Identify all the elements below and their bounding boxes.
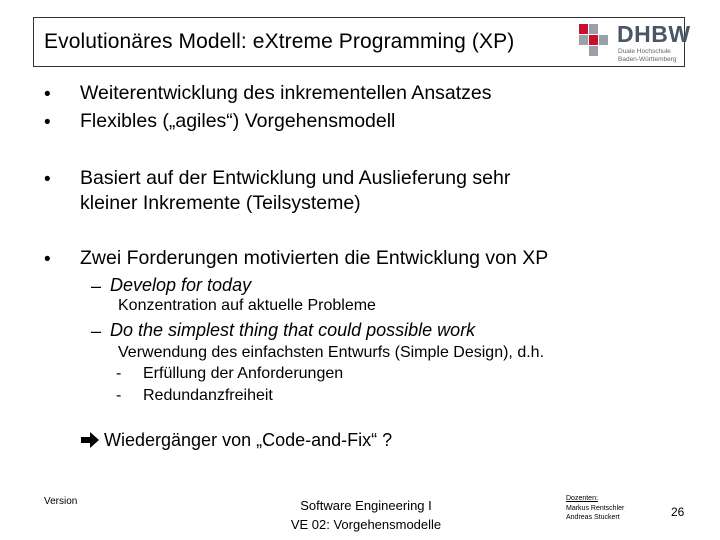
footer-lecturers-label: Dozenten: <box>566 495 598 502</box>
bullet-text-3: Basiert auf der Entwicklung und Auslieferung sehr <box>80 167 511 189</box>
dash-marker: – <box>91 276 102 296</box>
bullet-text-3-continued: kleiner Inkremente (Teilsysteme) <box>80 192 361 214</box>
logo-subtext-2: Baden-Württemberg <box>618 56 677 63</box>
hyphen-marker: - <box>116 387 122 404</box>
footer-course <box>266 496 466 534</box>
logo-subtext-1: Duale Hochschule <box>618 48 671 55</box>
sub-item-2-detail: Verwendung des einfachsten Entwurfs (Simple Design), d.h. <box>118 344 545 361</box>
arrow-right-icon <box>80 431 100 449</box>
bullet-marker: • <box>44 169 51 190</box>
bullet-text-2: Flexibles („agiles“) Vorgehensmodell <box>80 110 396 132</box>
sub-item-2-point-2: Redundanzfreiheit <box>143 387 273 404</box>
bullet-text-4: Zwei Forderungen motivierten die Entwicklung von XP <box>80 247 549 269</box>
footer-course-line-2: VE 02: Vorgehensmodelle <box>290 517 442 532</box>
footer-lecturer-1: Markus Rentschler <box>566 504 625 512</box>
footer-version: Version <box>44 496 78 507</box>
sub-item-2: Do the simplest thing that could possible work <box>110 320 476 340</box>
sub-item-2-point-1: Erfüllung der Anforderungen <box>143 365 344 382</box>
logo-text: DHBW <box>617 21 691 47</box>
footer-lecturer-2: Andreas Stuckert <box>566 514 620 521</box>
page-number: 26 <box>671 505 685 519</box>
bullet-marker: • <box>44 84 51 105</box>
hyphen-marker: - <box>116 365 122 382</box>
sub-item-1-detail: Konzentration auf aktuelle Probleme <box>118 297 376 314</box>
slide-title: Evolutionäres Modell: eXtreme Programming (XP) <box>44 30 515 53</box>
bullet-text-1: Weiterentwicklung des inkrementellen Ansatzes <box>80 82 492 104</box>
footer-course-line-1: Software Engineering I <box>300 498 432 513</box>
footer-lecturers <box>566 494 624 523</box>
dhbw-logo-mark-icon <box>565 20 615 66</box>
bullet-marker: • <box>44 249 51 270</box>
conclusion-text: Wiedergänger von „Code-and-Fix“ ? <box>104 430 393 450</box>
bullet-marker: • <box>44 112 51 133</box>
dash-marker: – <box>91 321 102 341</box>
sub-item-1: Develop for today <box>110 275 252 295</box>
